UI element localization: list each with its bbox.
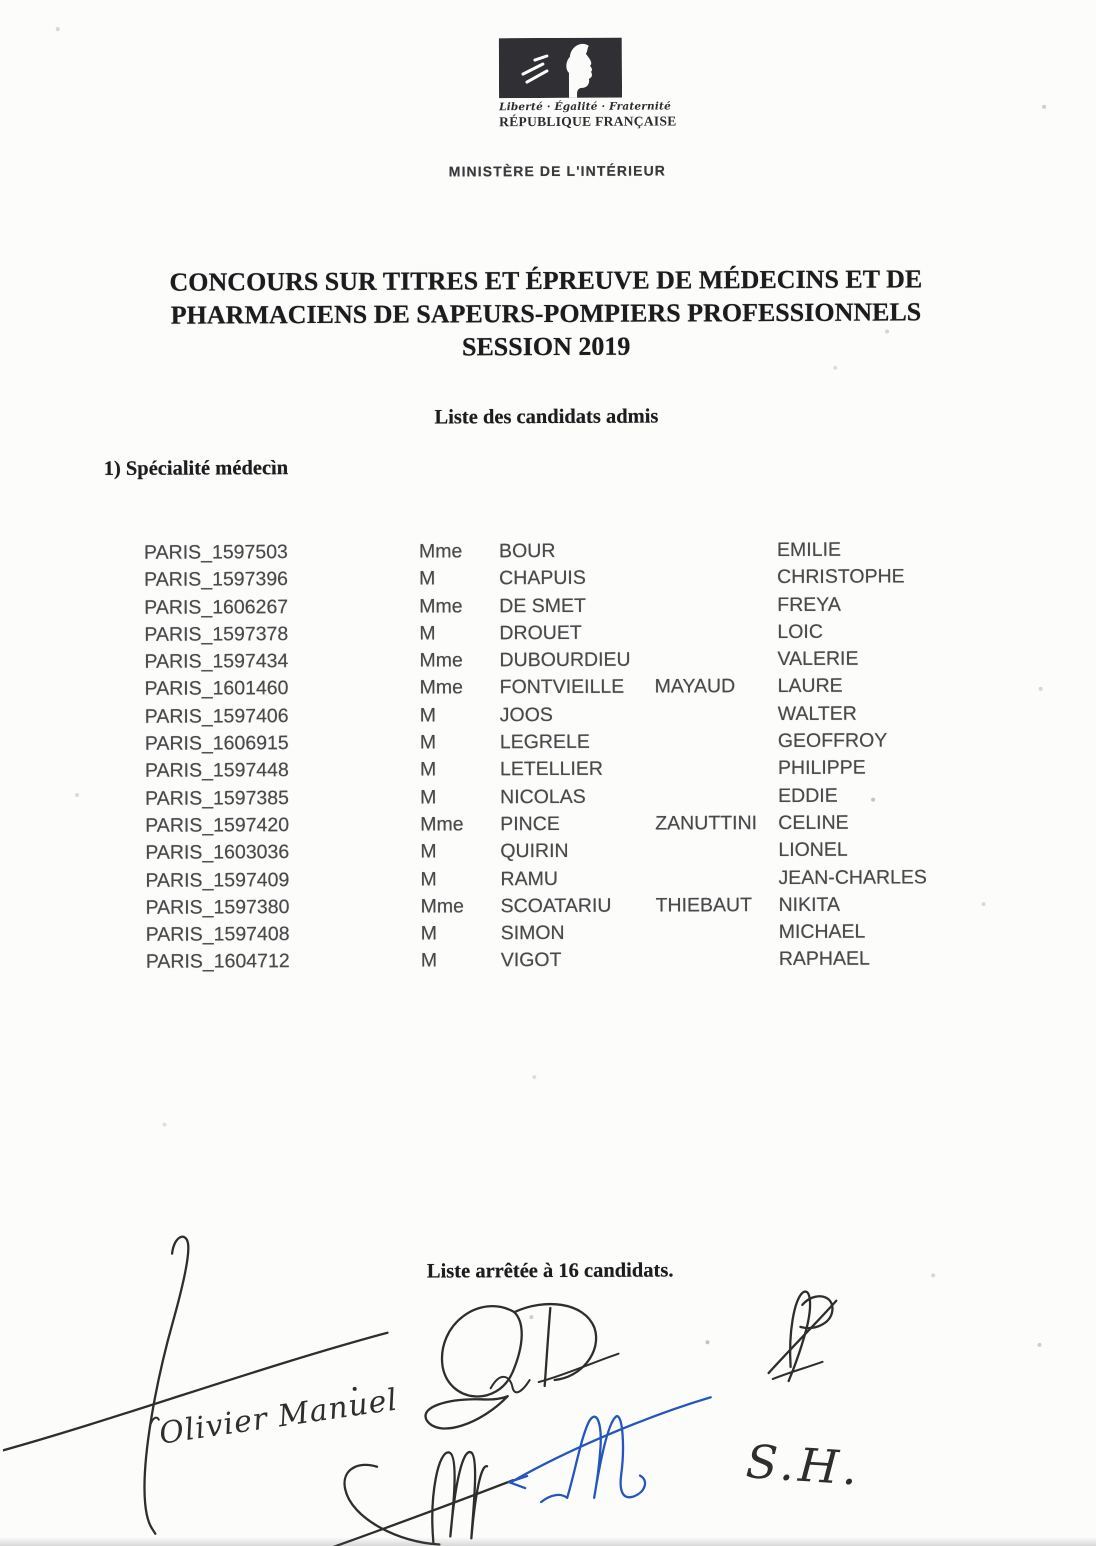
closing-line: Liste arrêtée à 16 candidats.: [426, 1259, 674, 1283]
cell-first-name: FREYA: [777, 593, 841, 616]
cell-civility: Mme: [420, 895, 464, 918]
cell-first-name: MICHAEL: [778, 920, 866, 944]
logo-motto: Liberté · Égalité · Fraternité: [499, 100, 671, 114]
signature-initials-text: S.H.: [744, 1434, 863, 1496]
cell-first-name: LIONEL: [778, 838, 848, 862]
cell-last-name: DE SMET: [499, 594, 587, 617]
cell-civility: M: [419, 758, 437, 781]
table-row: [145, 782, 1005, 813]
signature-left: [2, 1236, 401, 1535]
cell-first-name: GEOFFROY: [777, 729, 888, 753]
cell-candidate-id: PARIS_1597448: [144, 759, 289, 783]
cell-first-name: RAPHAEL: [778, 948, 870, 971]
title-line-3: SESSION 2019: [461, 331, 631, 362]
cell-civility: Mme: [419, 594, 463, 618]
cell-last-name: VIGOT: [500, 949, 562, 972]
ministry-name: MINISTÈRE DE L'INTÉRIEUR: [448, 162, 667, 180]
table-row: [145, 727, 1005, 758]
cell-first-name: VALERIE: [777, 647, 859, 671]
logo-republic-name: RÉPUBLIQUE FRANÇAISE: [499, 113, 677, 130]
cell-last-name: PINCE: [500, 812, 560, 836]
cell-first-name: JEAN-CHARLES: [778, 865, 927, 889]
cell-last-name-2: [654, 619, 777, 647]
cell-last-name: LEGRELE: [499, 730, 590, 754]
marianne-logo-icon: [499, 38, 622, 99]
cell-civility: M: [419, 622, 436, 645]
cell-last-name-2: [655, 701, 778, 729]
cell-candidate-id: PARIS_1597409: [145, 868, 290, 892]
cell-candidate-id: PARIS_1597396: [144, 568, 289, 592]
cell-civility: Mme: [419, 676, 464, 700]
cell-civility: M: [420, 786, 437, 809]
table-row: [145, 672, 1005, 703]
cell-civility: Mme: [419, 649, 463, 672]
cell-last-name-2: ZANUTTINI: [655, 812, 758, 835]
cell-civility: M: [419, 731, 437, 754]
cell-candidate-id: PARIS_1597385: [145, 786, 289, 810]
signature-name-text: Olivier Manuel: [157, 1382, 401, 1452]
cell-candidate-id: PARIS_1606915: [144, 732, 289, 755]
table-row: [145, 836, 1005, 867]
signature-blue-ink: [509, 1397, 711, 1502]
signature-monogram: [768, 1291, 836, 1381]
cell-first-name: NIKITA: [778, 893, 841, 916]
cell-civility: M: [420, 840, 437, 863]
cell-last-name-2: [654, 646, 777, 674]
cell-candidate-id: PARIS_1597434: [144, 650, 289, 673]
signature-bottom-scribble: [333, 1452, 513, 1546]
cell-civility: M: [420, 922, 437, 945]
cell-last-name: NICOLAS: [500, 785, 586, 808]
title-line-2: PHARMACIENS DE SAPEURS-POMPIERS PROFESSIONNELS: [170, 297, 922, 330]
document-subtitle: Liste des candidats admis: [434, 405, 659, 429]
cell-last-name: DROUET: [499, 621, 582, 645]
cell-candidate-id: PARIS_1597503: [143, 541, 288, 564]
table-row: [144, 645, 1004, 676]
cell-last-name-2: [654, 592, 777, 620]
cell-candidate-id: PARIS_1597408: [145, 923, 290, 946]
cell-last-name-2: [656, 946, 779, 974]
cell-first-name: LOIC: [777, 620, 823, 643]
republique-francaise-logo: [499, 38, 677, 131]
cell-last-name: QUIRIN: [500, 840, 569, 863]
cell-last-name-2: [655, 865, 778, 893]
document-title: [126, 262, 966, 365]
cell-first-name: WALTER: [777, 702, 857, 725]
cell-first-name: EDDIE: [778, 784, 838, 807]
cell-last-name-2: MAYAUD: [654, 675, 736, 699]
signatures-area: [2, 1208, 1096, 1546]
cell-last-name: FONTVIEILLE: [499, 676, 625, 699]
section-heading-specialite-medecin: 1) Spécialité médecìn: [103, 457, 289, 480]
cell-candidate-id: PARIS_1597378: [144, 623, 289, 646]
signature-center-scribble: [425, 1304, 619, 1429]
cell-candidate-id: PARIS_1601460: [144, 677, 289, 701]
candidates-table: [144, 536, 1006, 976]
cell-civility: Mme: [418, 540, 463, 563]
cell-civility: M: [420, 949, 438, 973]
cell-last-name: JOOS: [499, 703, 553, 726]
cell-last-name-2: [654, 537, 777, 565]
cell-last-name-2: [655, 728, 778, 756]
cell-last-name-2: [655, 755, 778, 783]
cell-candidate-id: PARIS_1603036: [145, 841, 290, 865]
table-row: [144, 591, 1004, 622]
cell-last-name-2: [654, 564, 777, 592]
table-row: [146, 918, 1006, 949]
cell-last-name-2: [656, 919, 779, 947]
cell-last-name: DUBOURDIEU: [499, 648, 631, 672]
table-row: [144, 563, 1004, 594]
table-row: [145, 809, 1005, 840]
table-row: [144, 618, 1004, 649]
cell-last-name: RAMU: [500, 867, 558, 890]
cell-candidate-id: PARIS_1597380: [145, 895, 290, 919]
cell-last-name: SIMON: [500, 922, 565, 945]
cell-civility: M: [419, 567, 436, 590]
cell-candidate-id: PARIS_1606267: [144, 595, 289, 619]
table-row: [145, 864, 1005, 895]
cell-first-name: EMILIE: [776, 538, 842, 561]
cell-civility: M: [419, 704, 437, 727]
title-line-1: CONCOURS SUR TITRES ET ÉPREUVE DE MÉDECINS ET DE: [169, 264, 923, 297]
table-row: [145, 700, 1005, 731]
cell-last-name: SCOATARIU: [500, 894, 612, 918]
table-row: [146, 945, 1006, 976]
cell-last-name: BOUR: [498, 539, 556, 563]
cell-civility: M: [420, 868, 437, 891]
cell-civility: Mme: [420, 813, 464, 836]
scan-bottom-shadow: [0, 1537, 1096, 1546]
cell-candidate-id: PARIS_1604712: [145, 950, 290, 974]
signature-initials: [744, 1434, 863, 1496]
cell-first-name: CHRISTOPHE: [777, 565, 905, 589]
cell-last-name-2: [655, 783, 778, 811]
cell-first-name: LAURE: [777, 675, 843, 698]
cell-candidate-id: PARIS_1597406: [144, 704, 289, 728]
cell-last-name-2: THIEBAUT: [655, 893, 753, 917]
table-row: [144, 536, 1004, 567]
table-row: [145, 754, 1005, 785]
table-row: [146, 891, 1006, 922]
cell-first-name: CELINE: [778, 811, 849, 834]
cell-first-name: PHILIPPE: [777, 756, 866, 780]
cell-last-name: CHAPUIS: [499, 567, 586, 590]
cell-last-name-2: [655, 837, 778, 865]
cell-candidate-id: PARIS_1597420: [145, 814, 290, 837]
cell-last-name: LETELLIER: [499, 758, 604, 781]
